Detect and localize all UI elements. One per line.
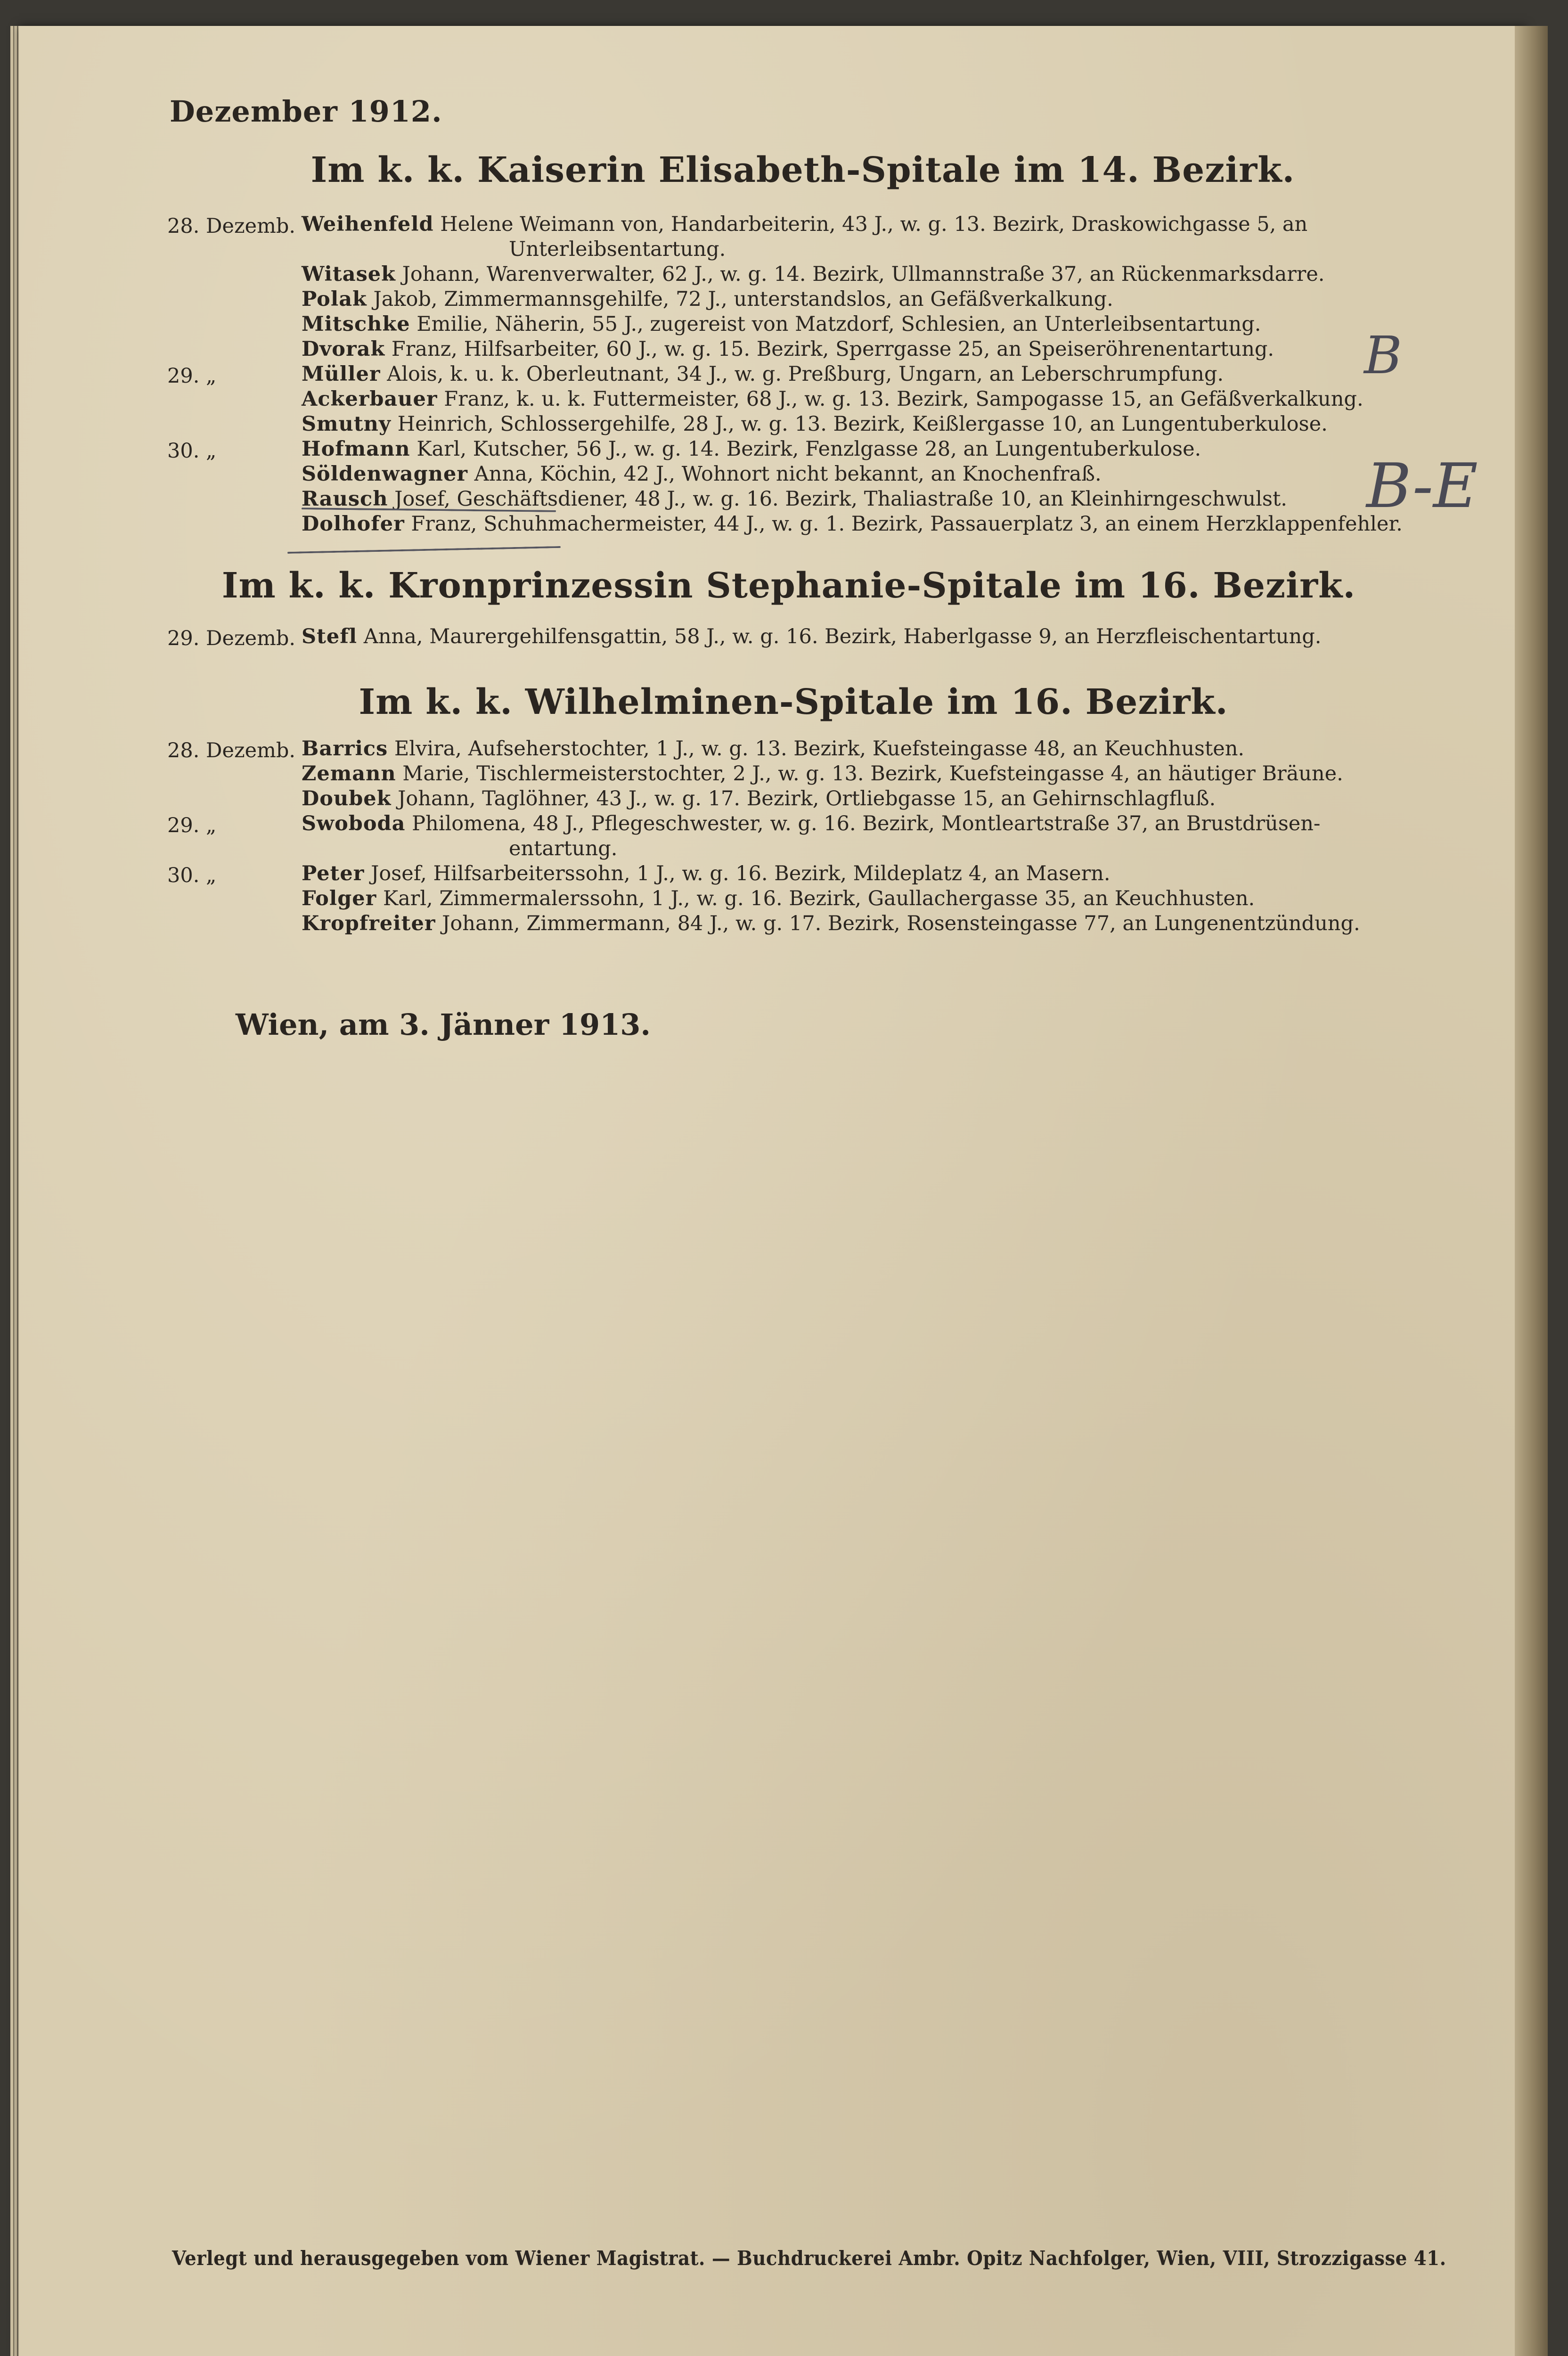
entry-details: Anna, Maurergehilfensgattin, 58 J., w. g. 16. Bezirk, Haberlgasse 9, an Herzfleischentartung. — [357, 625, 1322, 648]
death-record-entry — [302, 336, 1274, 362]
entry-details: Franz, k. u. k. Futtermeister, 68 J., w. g. 13. Bezirk, Sampogasse 15, an Gefäßverkalkung. — [437, 387, 1364, 411]
page-binding — [1515, 26, 1548, 2356]
death-record-entry — [302, 386, 1364, 412]
death-record-entry — [302, 624, 1321, 649]
death-record-entry — [302, 911, 1360, 936]
entry-surname: Rausch — [302, 487, 388, 511]
entry-details: Emilie, Näherin, 55 J., zugereist von Matzdorf, Schlesien, an Unterleibsentartung. — [410, 312, 1261, 336]
entry-details: Johann, Taglöhner, 43 J., w. g. 17. Bezirk, Ortliebgasse 15, an Gehirnschlagfluß. — [391, 787, 1216, 810]
death-record-entry — [302, 436, 1201, 462]
entry-surname: Zemann — [302, 762, 396, 785]
entry-surname: Folger — [302, 887, 377, 910]
entry-surname: Doubek — [302, 787, 392, 810]
entry-surname: Stefl — [302, 625, 358, 648]
death-record-entry — [302, 886, 1255, 911]
death-record-entry — [302, 262, 1324, 287]
entry-details: Karl, Kutscher, 56 J., w. g. 14. Bezirk, Fenzlgasse 28, an Lungentuberkulose. — [410, 437, 1201, 461]
entry-surname: Smutny — [302, 412, 391, 436]
entry-surname: Müller — [302, 362, 381, 386]
death-record-entry — [302, 811, 1320, 836]
section-heading-elisabeth: Im k. k. Kaiserin Elisabeth-Spitale im 14. Bezirk. — [310, 150, 1295, 190]
entry-surname: Peter — [302, 862, 365, 885]
entry-surname: Söldenwagner — [302, 462, 468, 486]
entry-details: Josef, Hilfsarbeiterssohn, 1 J., w. g. 16. Bezirk, Mildeplatz 4, an Masern. — [364, 862, 1111, 885]
entry-details: Helene Weimann von, Handarbeiterin, 43 J., w. g. 13. Bezirk, Draskowichgasse 5, an — [433, 213, 1308, 236]
entry-date: 30. „ — [167, 439, 217, 463]
entry-details: Marie, Tischlermeisterstochter, 2 J., w. g. 13. Bezirk, Kuefsteingasse 4, an häutiger Bräune. — [396, 762, 1343, 785]
entry-continuation: Unterleibsentartung. — [509, 237, 726, 261]
entry-date: 30. „ — [167, 864, 217, 887]
publisher-footer: Verlegt und herausgegeben vom Wiener Magistrat. — Buchdruckerei Ambr. Opitz Nachfolger, Wien, VIII, Strozzigasse 41. — [172, 2247, 1446, 2270]
entry-surname: Witasek — [302, 262, 396, 286]
entry-details: Elvira, Aufseherstochter, 1 J., w. g. 13. Bezirk, Kuefsteingasse 48, an Keuchhusten. — [388, 737, 1245, 761]
entry-details: Karl, Zimmermalerssohn, 1 J., w. g. 16. Bezirk, Gaullachergasse 35, an Keuchhusten. — [376, 887, 1255, 910]
death-record-entry — [302, 286, 1113, 312]
entry-surname: Barrics — [302, 737, 388, 761]
entry-surname: Kropfreiter — [302, 912, 436, 935]
entry-details: Anna, Köchin, 42 J., Wohnort nicht bekannt, an Knochenfraß. — [467, 462, 1102, 486]
death-record-entry — [302, 736, 1244, 761]
death-record-entry — [302, 786, 1216, 811]
death-record-entry — [302, 461, 1102, 487]
entry-date: 29. „ — [167, 364, 217, 388]
entry-details: Alois, k. u. k. Oberleutnant, 34 J., w. g. Preßburg, Ungarn, an Leberschrumpfung. — [380, 362, 1224, 386]
death-record-entry — [302, 411, 1328, 437]
page-edge — [10, 26, 14, 2356]
entry-surname: Ackerbauer — [302, 387, 438, 411]
closing-line: Wien, am 3. Jänner 1913. — [236, 1007, 651, 1042]
date-heading: Dezember 1912. — [170, 94, 442, 129]
entry-details: Franz, Hilfsarbeiter, 60 J., w. g. 15. Bezirk, Sperrgasse 25, an Speiseröhrenentartung. — [385, 337, 1274, 361]
death-record-entry — [302, 761, 1343, 786]
entry-details: Heinrich, Schlossergehilfe, 28 J., w. g. 13. Bezirk, Keißlergasse 10, an Lungentuberkulose. — [391, 412, 1328, 436]
death-record-entry — [302, 511, 1403, 537]
pencil-mark-b: B — [1364, 325, 1402, 385]
pencil-mark-b-e: B-E — [1366, 450, 1478, 522]
entry-date: 29. „ — [167, 814, 217, 837]
entry-surname: Weihenfeld — [302, 213, 434, 236]
entry-details: Josef, Geschäftsdiener, 48 J., w. g. 16. Bezirk, Thaliastraße 10, an Kleinhirngeschwulst. — [388, 487, 1287, 511]
entry-details: Philomena, 48 J., Pflegeschwester, w. g. 16. Bezirk, Montleartstraße 37, an Brustdrüsen- — [405, 812, 1321, 835]
page-edge — [14, 26, 17, 2356]
entry-surname: Swoboda — [302, 812, 406, 835]
entry-surname: Dvorak — [302, 337, 385, 361]
death-record-entry — [302, 486, 1287, 512]
section-heading-stephanie: Im k. k. Kronprinzessin Stephanie-Spitale im 16. Bezirk. — [221, 565, 1356, 606]
entry-details: Johann, Zimmermann, 84 J., w. g. 17. Bezirk, Rosensteingasse 77, an Lungenentzündung. — [435, 912, 1360, 935]
death-record-entry — [302, 361, 1224, 387]
entry-surname: Hofmann — [302, 437, 410, 461]
section-heading-wilhelminen: Im k. k. Wilhelminen-Spitale im 16. Bezirk. — [359, 682, 1228, 722]
death-record-entry — [302, 861, 1111, 886]
entry-details: Johann, Warenverwalter, 62 J., w. g. 14. Bezirk, Ullmannstraße 37, an Rückenmarksdarre. — [395, 262, 1325, 286]
entry-date: 28. Dezemb. — [167, 739, 296, 762]
death-record-entry — [302, 212, 1307, 237]
entry-continuation: entartung. — [509, 837, 618, 860]
entry-details: Franz, Schuhmachermeister, 44 J., w. g. 1. Bezirk, Passauerplatz 3, an einem Herzklappenfehler. — [404, 512, 1403, 536]
entry-details: Jakob, Zimmermannsgehilfe, 72 J., unterstandslos, an Gefäßverkalkung. — [367, 287, 1113, 311]
entry-surname: Dolhofer — [302, 512, 405, 536]
entry-surname: Mitschke — [302, 312, 410, 336]
entry-date: 28. Dezemb. — [167, 214, 296, 238]
entry-date: 29. Dezemb. — [167, 627, 296, 650]
death-record-entry — [302, 311, 1261, 337]
entry-surname: Polak — [302, 287, 367, 311]
